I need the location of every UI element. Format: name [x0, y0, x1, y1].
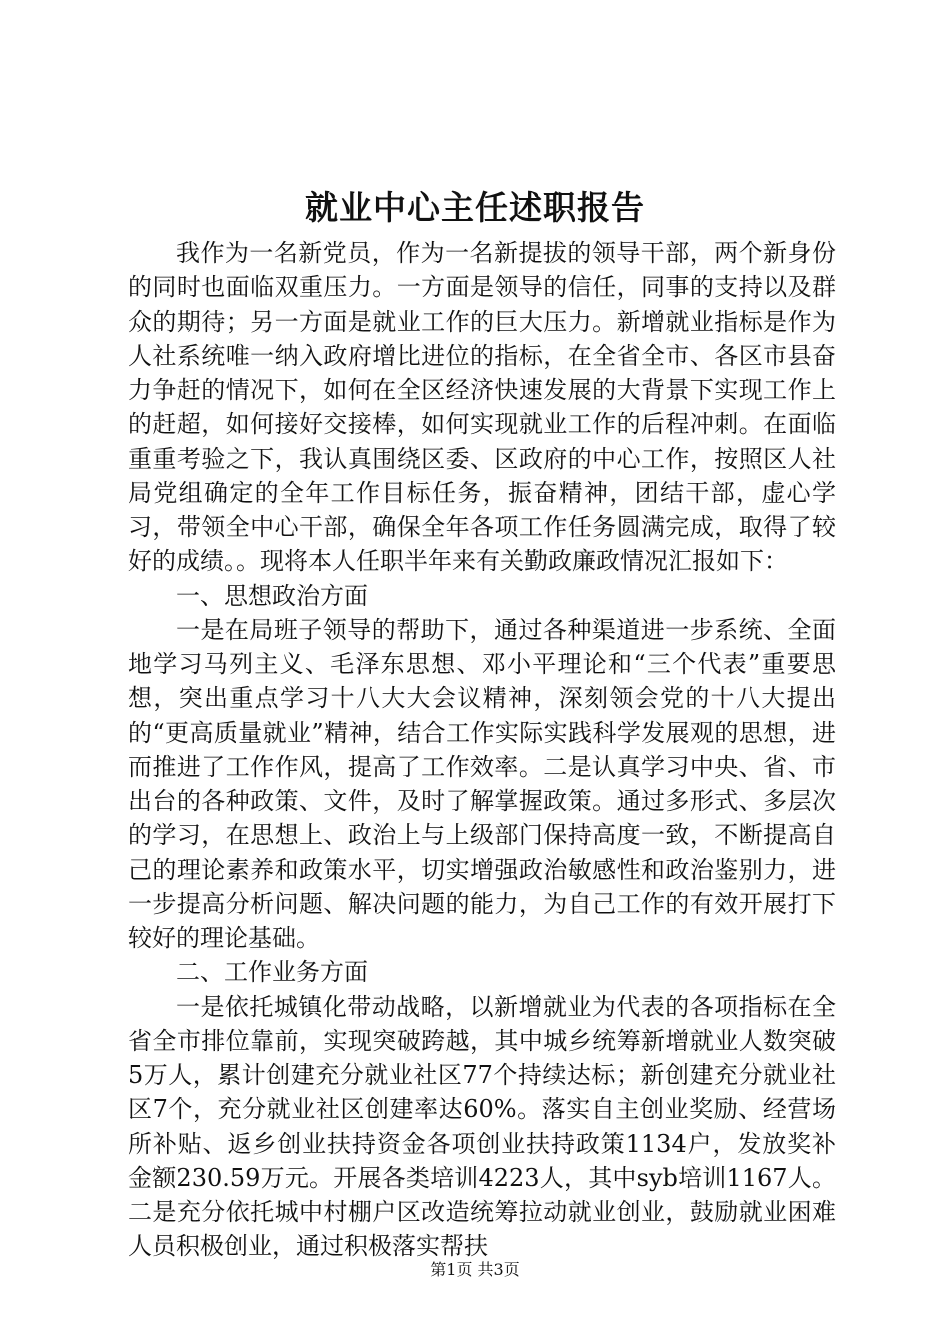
paragraph-intro: 我作为一名新党员，作为一名新提拔的领导干部，两个新身份的同时也面临双重压力。一方面是领导的信任，同事的支持以及群众的期待；另一方面是就业工作的巨大压力。新增就业指标是作为人社系统唯一纳入政府增比进位的指标，在全省全市、各区市县奋力争赶的情况下，如何在全区经济快速发展的大背景下实现工作上的赶超，如何接好交接棒，如何实现就业工作的后程冲刺。在面临重重考验之下，我认真围绕区委、区政府的中心工作，按照区人社局党组确定的全年工作目标任务，振奋精神，团结干部，虚心学习，带领全中心干部，确保全年各项工作任务圆满完成，取得了较好的成绩。。现将本人任职半年来有关勤政廉政情况汇报如下： — [128, 239, 836, 576]
document-body — [128, 236, 836, 1264]
section-heading-work: 二、工作业务方面 — [176, 958, 368, 987]
paragraph-work: 一是依托城镇化带动战略，以新增就业为代表的各项指标在全省全市排位靠前，实现突破跨越，其中城乡统筹新增就业人数突破5万人，累计创建充分就业社区77个持续达标；新创建充分就业社区7个，充分就业社区创建率达60%。落实自主创业奖励、经营场所补贴、返乡创业扶持资金各项创业扶持政策1134户，发放奖补金额230.59万元。开展各类培训4223人，其中syb培训1167人。二是充分依托城中村棚户区改造统筹拉动就业创业，鼓励就业困难人员积极创业，通过积极落实帮扶 — [128, 992, 836, 1261]
page-footer: 第1页 共3页 — [430, 1260, 520, 1279]
section-heading-political: 一、思想政治方面 — [176, 581, 368, 610]
document-title: 就业中心主任述职报告 — [305, 188, 645, 227]
paragraph-political: 一是在局班子领导的帮助下，通过各种渠道进一步系统、全面地学习马列主义、毛泽东思想、邓小平理论和“三个代表”重要思想，突出重点学习十八大大会议精神，深刻领会党的十八大提出的“更高质量就业”精神，结合工作实际实践科学发展观的思想，进而推进了工作作风，提高了工作效率。二是认真学习中央、省、市出台的各种政策、文件，及时了解掌握政策。通过多形式、多层次的学习，在思想上、政治上与上级部门保持高度一致，不断提高自己的理论素养和政策水平，切实增强政治敏感性和政治鉴别力，进一步提高分析问题、解决问题的能力，为自己工作的有效开展打下较好的理论基础。 — [128, 615, 836, 952]
